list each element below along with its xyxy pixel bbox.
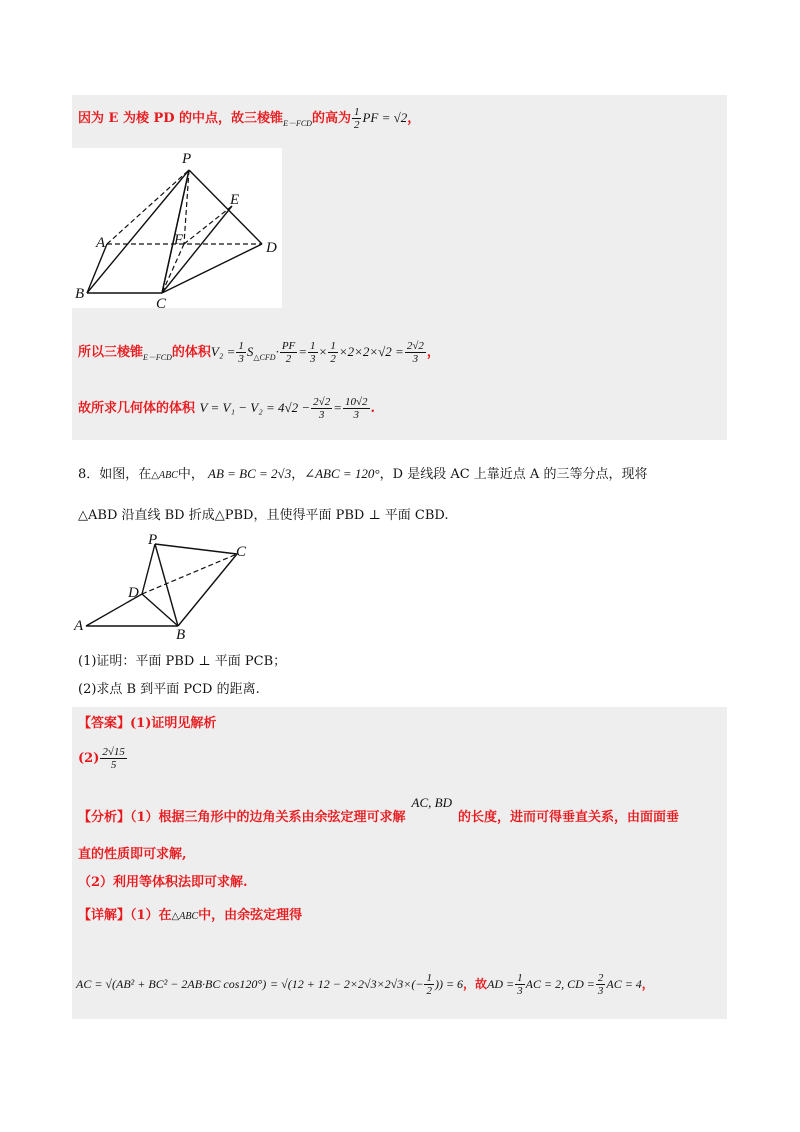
fig2-label-B: B xyxy=(176,627,186,642)
q8-line-2: △ABD 沿直线 BD 折成△PBD，且使得平面 PBD ⊥ 平面 CBD. xyxy=(78,508,449,523)
fig1-label-P: P xyxy=(182,151,192,167)
fold-figure-2 xyxy=(72,532,257,642)
fig1-label-B: B xyxy=(75,286,85,302)
pyramid-figure-1 xyxy=(72,148,282,308)
fig1-label-E: E xyxy=(230,192,240,208)
q8-part-2: (2)求点 B 到平面 PCD 的距离. xyxy=(78,682,260,697)
detail-formula: AC = √(AB² + BC² − 2AB·BC cos120°) = √(12 + 12 − 2×2√3×2√3×(− $\frac{1}{2}$ )) = 6，故AD = $\frac{1}{3}$ AC = 2, CD = $\frac{2}{3}$ AC = 4， xyxy=(76,972,654,997)
answer-part-2: (2) $\frac{2√15}{5}$ xyxy=(78,746,125,771)
fig2-label-C: C xyxy=(236,544,247,560)
detail-line-1: 【详解】（1）在△ABC中，由余弦定理得 xyxy=(78,908,303,923)
answer-label: 【答案】(1)证明见解析 xyxy=(78,716,217,731)
fig2-label-D: D xyxy=(128,585,139,601)
q8-part-1: (1)证明：平面 PBD ⊥ 平面 PCB； xyxy=(78,654,287,669)
fig2-label-P: P xyxy=(148,532,158,548)
fig1-label-F: F xyxy=(174,232,184,248)
fig1-label-A: A xyxy=(96,235,106,251)
analysis-line-1: 【分析】（1）根据三角形中的边角关系由余弦定理可求解AC, BD的长度，进而可得垂直关系，由面面垂 xyxy=(78,795,680,825)
prev-line-3: 故所求几何体的体积 V = V₁ − V₂ = 4√2 − $\frac{2√2}{3}$ = $\frac{10√2}{3}$ . xyxy=(78,396,376,421)
fig1-label-C: C xyxy=(156,296,167,308)
prev-line-1: 因为 E 为棱 PD 的中点，故三棱锥$_{E-FCD}$的高为 $\frac{1}{2}$ PF = √2， xyxy=(78,106,421,131)
fig1-label-D: D xyxy=(266,240,277,256)
q8-line-1: 8．如图，在△ABC中， AB = BC = 2√3，∠ABC = 120°，D 是线段 AC 上靠近点 A 的三等分点，现将 xyxy=(78,466,648,482)
prev-line-2: 所以三棱锥$_{E-FCD}$的体积V₂ = $\frac{1}{3}$ $S_{\triangle CFD}\cdot$ $\frac{PF}{2}$ = $\frac{1}{3}$ × $\frac{1}{2}$ ×2×2×√2 = $\frac{2√2}{3}$ ， xyxy=(78,340,440,365)
analysis-line-2: 直的性质即可求解, xyxy=(78,847,187,862)
fig2-label-A: A xyxy=(74,618,84,634)
analysis-line-3: （2）利用等体积法即可求解. xyxy=(78,875,248,890)
